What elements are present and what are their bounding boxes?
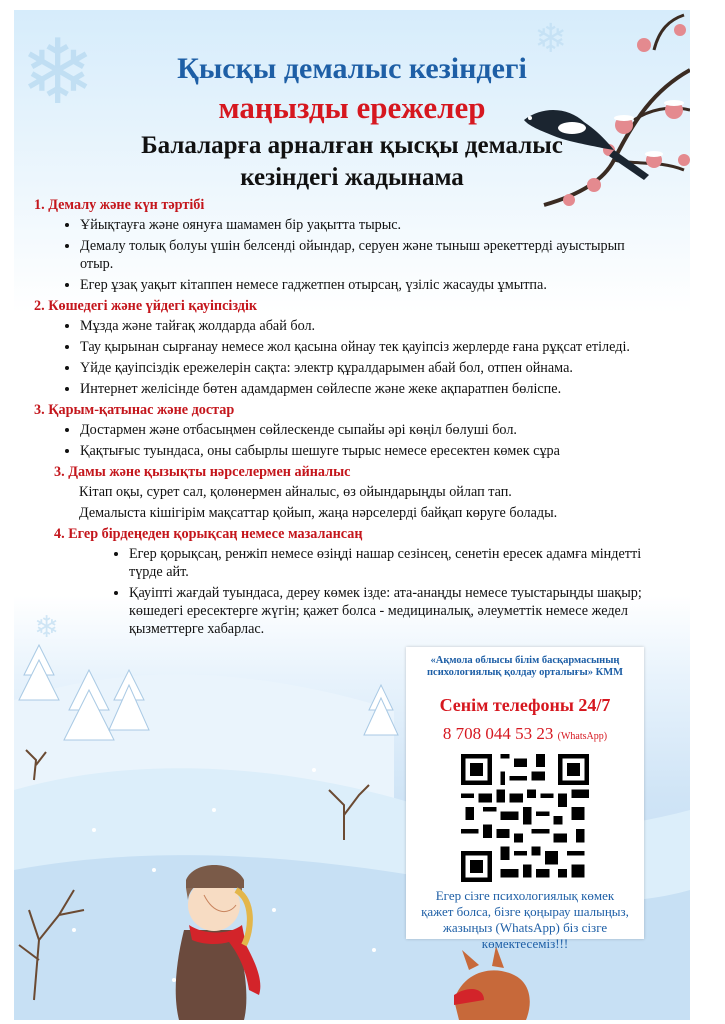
list-item: • Қақтығыс туындаса, оны сабырлы шешуге тырыс немесе ересектен көмек сұра [80,442,654,460]
section-4-heading: 3. Дамы және қызықты нәрселермен айналыс [54,464,351,480]
list-item: • Ұйықтауға және оянуға шамамен бір уақытта тырыс. [80,216,654,234]
poster [14,10,690,1020]
phone-number[interactable] [406,724,644,744]
trust-line-label: Сенім телефоны 24/7 [439,695,611,715]
list-item: • Интернет желісінде бөтен адамдармен сөйлеспе және жеке ақпаратпен бөліспе. [80,380,654,398]
title-line-2: маңызды ережелер [218,90,486,125]
list-item: • Достармен және отбасыңмен сөйлескенде сыпайы әрі көңіл бөлуші бол. [80,421,654,439]
list-item: • Үйде қауіпсіздік ережелерін сақта: электр құралдарымен абай бол, отпен ойнама. [80,359,654,377]
section-4-line: Демалыста кішігірім мақсаттар қойып, жаңа нәрселерді байқап көруге болады. [79,505,558,521]
subtitle-line-1: Балаларға арналған қысқы демалыс [141,132,563,159]
snowflake-icon: ❄ [20,20,96,125]
snowflake-icon: ❄ [534,16,568,62]
contact-card [406,647,644,951]
section-5-heading: 4. Егер бірдеңеден қорықсаң немесе мазалансаң [54,526,363,542]
help-message: Егер сізге психологиялық көмек қажет болса, бізге қоңырау шалыңыз, жазыңыз (WhatsApp) біз сізге көмектесеміз!!! [421,888,629,951]
whatsapp-label: (WhatsApp) [557,731,608,742]
section-4-line: Кітап оқы, сурет сал, қолөнермен айналыс, өз ойындарыңды ойлап тап. [79,484,512,500]
list-item: • Қауіпті жағдай туындаса, дереу көмек ізде: ата-анаңды немесе туыстарыңды шақыр; көшедегі ересектерге жүгін; қажет болса - медициналық, әлеуметтік немесе жедел қызметтерге хабарлас. [129,584,654,638]
qr-code[interactable] [461,754,589,882]
organization-name: «Ақмола облысы білім басқармасының психологиялық қолдау орталығы» КММ [426,655,624,678]
section-2-heading: 2. Көшедегі және үйдегі қауіпсіздік [34,298,258,314]
list-item: • Тау қырынан сырғанау немесе жол қасына ойнау тек қауіпсіз жерлерде ғана рұқсат етіледі. [80,338,654,356]
list-item: • Егер қорықсаң, ренжіп немесе өзіңді нашар сезінсең, сенетін ересек адамға міндетті түрде айт. [129,545,654,581]
section-1-heading: 1. Демалу және күн тәртібі [34,197,205,213]
list-item: • Демалу толық болуы үшін белсенді ойындар, серуен және тыныш әрекеттерді ауыстырып отыр. [80,237,654,273]
list-item: • Мұзда және тайғақ жолдарда абай бол. [80,317,654,335]
title-line-1: Қысқы демалыс кезіндегі [177,52,527,85]
phone-digits: 8 708 044 53 23 [442,724,554,743]
subtitle-line-2: кезіндегі жадынама [240,164,464,191]
snowflake-icon: ❄ [34,610,60,645]
section-3-heading: 3. Қарым-қатынас және достар [34,402,235,418]
list-item: • Егер ұзақ уақыт кітаппен немесе гаджетпен отырсаң, үзіліс жасауды ұмытпа. [80,276,654,294]
